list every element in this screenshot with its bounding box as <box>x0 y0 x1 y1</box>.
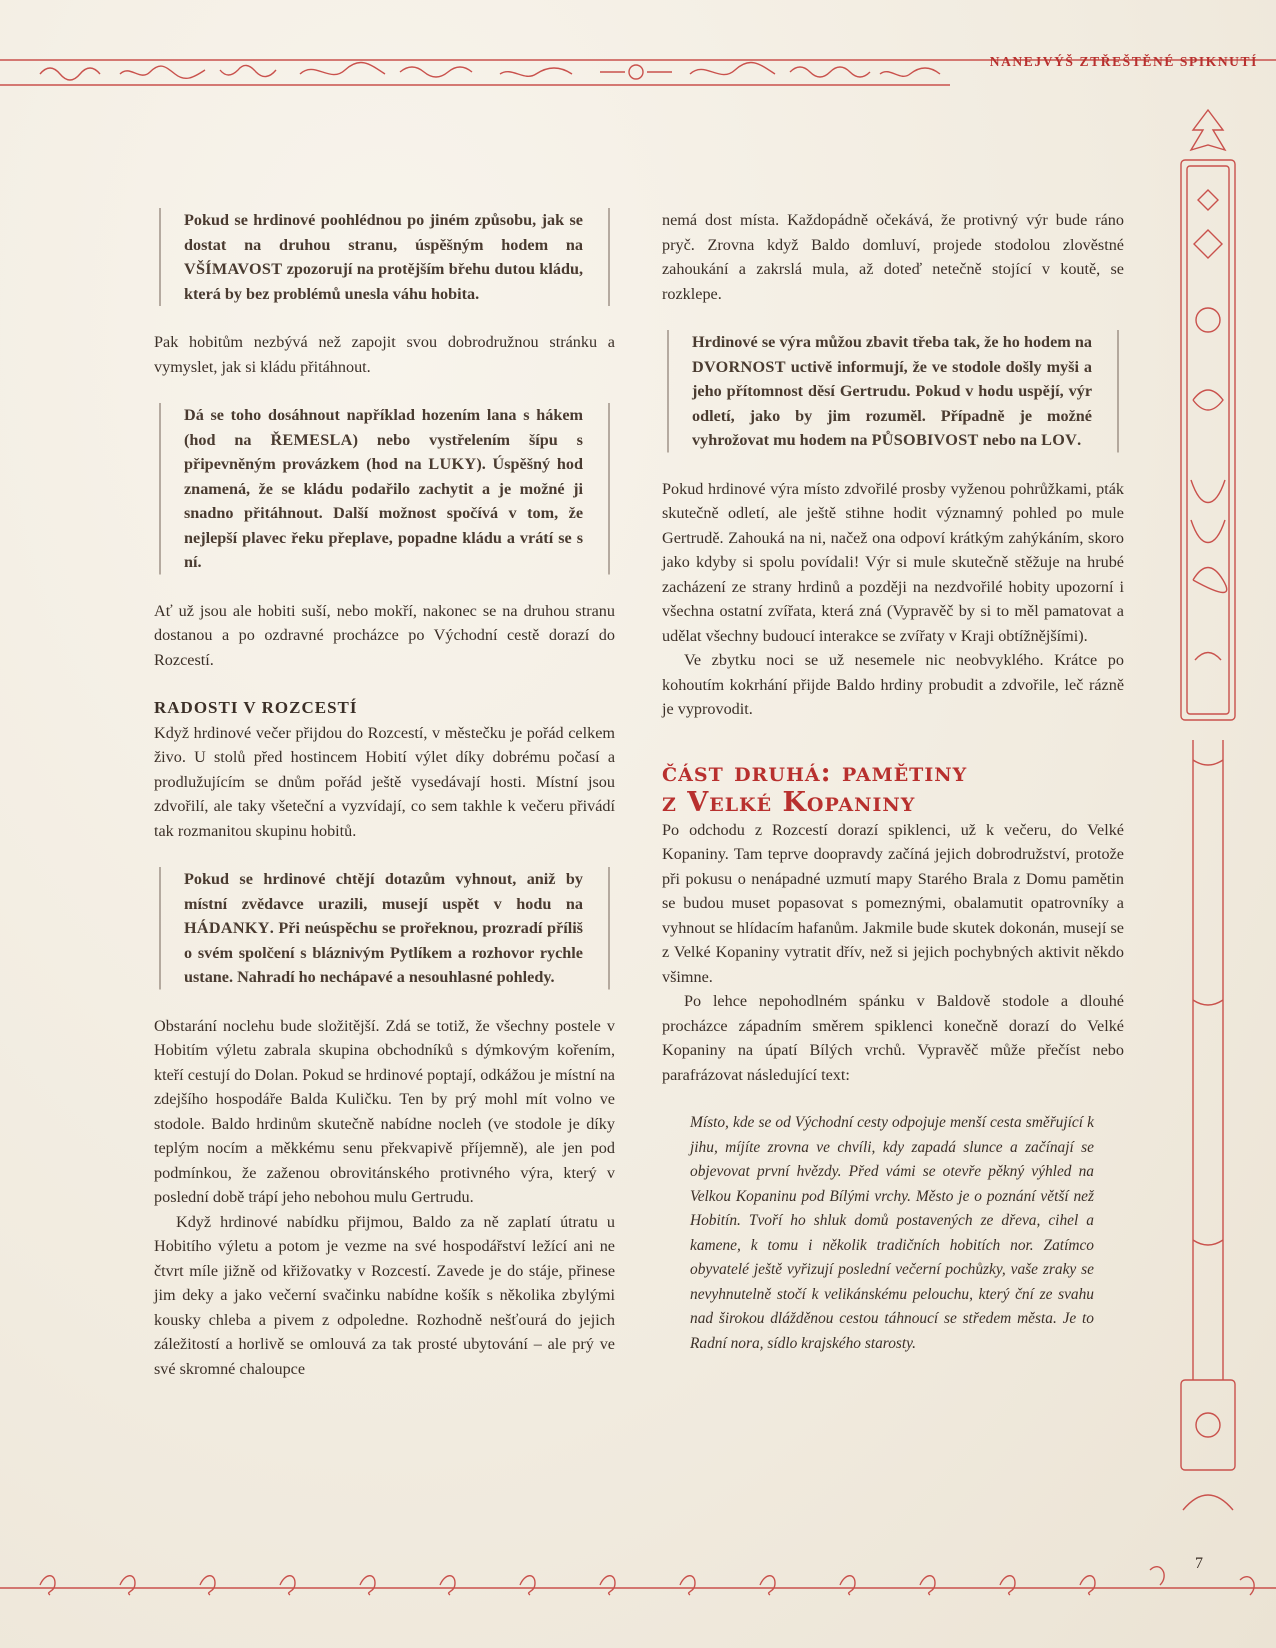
body-paragraph: Pak hobitům nezbývá než zapojit svou dobrodružnou stránku a vymyslet, jak si kládu přitáhnout. <box>154 333 615 376</box>
box-text: Dá se toho dosáhnout například hozením lana s hákem (hod na <box>184 406 583 449</box>
box-border-right <box>603 867 615 990</box>
skill-name: PŮSOBIVOST <box>871 431 979 449</box>
box-text: Pokud se hrdinové chtějí dotazům vyhnout, aniž by místní zvědavce urazili, musejí uspět v hodu na <box>184 870 583 913</box>
chapter-heading-line: z Velké Kopaniny <box>662 786 916 818</box>
body-paragraph: Obstarání noclehu bude složitější. Zdá se totiž, že všechny postele v Hobitím výletu zabrala skupina obchodníků s dýmkovým kořením, kteří cestují do Dolan. Pokud se hrdinové poptají, odkážou je místní na zdejšího hospodáře Balda Kuličku. Ten by prý mohl mít volno ve stodole. Baldo hrdinům skutečně nabídne nocleh (ve stodole je díky teplým nocím a měkkému senu překvapivě příjemně), ale jen pod podmínkou, že zaženou obrovitánského protivného výra, který v poslední době trápí jeho nebohou mulu Gertrudu. <box>154 1016 615 1206</box>
body-paragraph: Po odchodu z Rozcestí dorazí spiklenci, už k večeru, do Velké Kopaniny. Tam teprve doopravdy začíná jejich dobrodružství, protože při pokusu o nenápadné uzmutí mapy Starého Brala z Domu pamětin se budou muset popasovat s pomeznými, obalamutit opatrovníky a vyhnout se hlídacím hafanům. Jakmile bude skutek dokonán, musejí se z Velké Kopaniny vytratit dřív, než si jejich pochybných aktivit někdo všimne. <box>662 820 1124 986</box>
box-text: . <box>1077 431 1082 449</box>
box-border-left <box>662 330 674 453</box>
body-paragraph: nemá dost místa. Každopádně očekává, že protivný výr bude ráno pryč. Zrovna když Baldo domluví, projede stodolou zlověstné zahoukání a zakrslá mula, až doteď netečně stojící v koutě, se rozklepe. <box>662 211 1124 303</box>
rules-box <box>154 208 615 306</box>
skill-name: ŘEMESLA <box>270 430 353 449</box>
box-text: ). Úspěšný hod znamená, že se kládu podařilo zachytit a je možné ji snadno přitáhnout. Další možnost spočívá v tom, že nejlepší plavec řeku přeplave, popadne kládu a vrátí se s ní. <box>184 455 583 571</box>
body-paragraph: Když hrdinové večer přijdou do Rozcestí, v městečku je pořád celkem živo. U stolů před hostincem Hobití výlet díky dobrému počasí a prodlužujícím se dnům pořád ještě vysedávají hosti. Místní jsou zdvořilí, ale taky všeteční a vyzvídají, co sem takhle k večeru přivádí tak rozmanitou skupinu hobitů. <box>154 723 615 840</box>
page-number: 7 <box>1195 1555 1203 1572</box>
box-border-left <box>154 208 166 306</box>
chapter-heading-line: část druhá: pamětiny <box>662 756 968 788</box>
skill-name: VŠÍMAVOST <box>184 260 283 278</box>
rules-box <box>154 403 615 575</box>
body-paragraph: Ať už jsou ale hobiti suší, nebo mokří, nakonec se na druhou stranu dostanou a po ozdravné procházce po Východní cestě dorazí do Rozcestí. <box>154 601 615 669</box>
chapter-heading <box>662 758 1124 818</box>
body-paragraph: Pokud hrdinové výra místo zdvořilé prosby vyženou pohrůžkami, pták skutečně odletí, ale ještě stihne hodit významný pohled po mule Gertrudě. Zahouká na ni, načež ona odpoví krátkým zahýkáním, skoro jako kdyby si spolu povídali! Výr si mule skutečně stěžuje na hrubé zacházení ze strany hrdinů a později na nezdvořilé hobity upozorní i všechna ostatní zvířata, která zná (Vypravěč by si to měl pamatovat a udělat všechny budoucí interakce se zvířaty v Kraji obtížnějšími). <box>662 479 1124 645</box>
body-paragraph: Ve zbytku noci se už nesemele nic neobvyklého. Krátce po kohoutím kokrhání přijde Baldo hrdiny probudit a zdvořile, leč rázně je vyprovodit. <box>662 651 1124 718</box>
section-heading: RADOSTI V ROZCESTÍ <box>154 698 358 717</box>
box-border-right <box>603 403 615 575</box>
rules-box <box>662 330 1124 453</box>
box-text: nebo na <box>978 431 1042 449</box>
skill-name: LOV <box>1041 431 1078 449</box>
body-paragraph: Když hrdinové nabídku přijmou, Baldo za ně zaplatí útratu u Hobitího výletu a potom je vezme na své hospodářství ležící ani ne čtvrt míle jižně od křižovatky v Rozcestí. Zavede je do stáje, přinese jim deky a jako večerní svačinku nabídne košík s několika zbylými kousky chleba a pivem z odpoledne. Rozhodně nešťourá do jejich záležitostí a horlivě se omlouvá za tak prosté ubytování – ale prý ve své skromné chaloupce <box>154 1212 615 1378</box>
box-text: Hrdinové se výra můžou zbavit třeba tak, že ho hodem na <box>692 333 1092 351</box>
box-text: ) nebo vystřelením šípu s připevněným provázkem (hod na <box>184 430 583 473</box>
box-border-right <box>603 208 615 306</box>
box-text: . Při neúspěchu se prořeknou, prozradí příliš o svém spolčení s bláznivým Pytlíkem a rozhovor rychle ustane. Nahradí ho nechápavé a nesouhlasné pohledy. <box>184 919 583 986</box>
box-border-left <box>154 867 166 990</box>
box-text: uctivě informují, že ve stodole došly myši a jeho přítomnost děsí Gertrudu. Pokud v hodu uspějí, výr odletí, jako by jim rozuměl. Případně je možné vyhrožovat mu hodem na <box>692 357 1092 449</box>
box-border-left <box>154 403 166 575</box>
bottom-ornament-border <box>0 1560 1276 1630</box>
read-aloud-text: Místo, kde se od Východní cesty odpojuje menší cesta směřující k jihu, míjíte zrovna ve chvíli, kdy zapadá slunce a začínají se objevovat první hvězdy. Před vámi se otevře pěkný výhled na Velkou Kopaninu pod Bílými vrchy. Město je o poznání větší než Hobitín. Tvoří ho shluk domů postavených ze dřeva, cihel a kamene, k tomu i několik tradičních hobitích nor. Zatímco obyvatelé ještě vyřizují poslední večerní pochůzky, vaše zraky se nevyhnutelně stočí k velikánskému pelouchu, který ční ze svahu nad širokou dlážděnou cestou táhnoucí se středem města. Je to Radní nora, sídlo krajského starosty. <box>690 1114 1094 1352</box>
skill-name: HÁDANKY <box>184 919 270 937</box>
skill-name: LUKY <box>428 455 477 473</box>
skill-name: DVORNOST <box>692 357 786 376</box>
right-column <box>662 208 1124 1356</box>
left-column <box>154 208 615 1381</box>
right-ornament-column <box>1163 100 1253 1590</box>
rules-box <box>154 867 615 990</box>
running-header: NANEJVÝŠ ZTŘEŠTĚNÉ SPIKNUTÍ <box>989 54 1258 69</box>
box-border-right <box>1112 330 1124 453</box>
box-text: zpozorují na protějším břehu dutou kládu, která by bez problémů unesla váhu hobita. <box>184 260 583 303</box>
body-paragraph: Po lehce nepohodlném spánku v Baldově stodole a dlouhé procházce západním směrem spiklenci konečně dorazí do Velké Kopaniny na úpatí Bílých vrchů. Vypravěč může přečíst nebo parafrázovat následující text: <box>662 992 1124 1084</box>
box-text: Pokud se hrdinové poohlédnou po jiném způsobu, jak se dostat na druhou stranu, úspěšným hodem na <box>184 211 583 254</box>
